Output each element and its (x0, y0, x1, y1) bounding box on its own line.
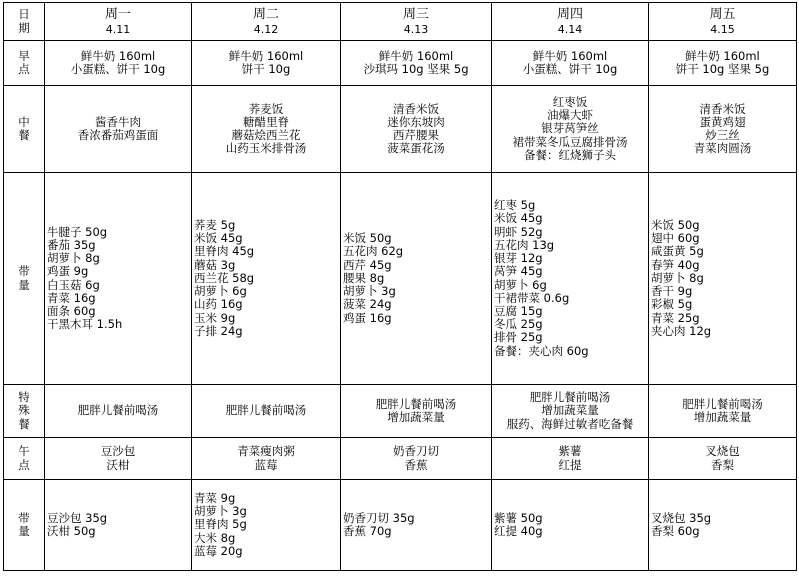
row-label-amount: 带 量 (4, 173, 45, 385)
day-header-wed: 周三 4.13 (341, 3, 492, 41)
menu-line: 红枣饭 (552, 94, 588, 109)
menu-line: 银芽 12g (494, 251, 543, 266)
menu-line: 增加蔬菜量 (693, 410, 752, 424)
menu-line: 青菜 9g (194, 490, 236, 505)
menu-line: 青菜瘦肉粥 (237, 444, 295, 459)
menu-line: 蓝莓 20g (194, 543, 243, 558)
menu-line: 青菜肉圆汤 (693, 141, 752, 156)
row-date (4, 3, 797, 41)
snack-cell (649, 438, 797, 480)
row-label-lunch: 中 餐 (4, 86, 45, 173)
menu-line: 肥胖儿餐前喝汤 (77, 403, 159, 418)
menu-line: 备餐：红烧狮子头 (524, 147, 616, 162)
menu-line: 蓝莓 (254, 457, 278, 472)
lunch-cell (192, 86, 341, 173)
menu-line: 裙带菜冬瓜豆腐排骨汤 (512, 134, 628, 149)
menu-line: 叉烧包 (705, 444, 740, 459)
menu-line: 饼干 10g 坚果 5g (675, 62, 770, 76)
menu-line: 青菜 16g (47, 290, 96, 305)
menu-line: 干黑木耳 1.5h (47, 317, 123, 332)
menu-line: 春笋 40g (651, 257, 700, 272)
menu-line: 胡萝卜 8g (47, 251, 100, 266)
menu-line: 鸡蛋 16g (343, 310, 392, 325)
menu-line: 紫薯 (558, 444, 582, 459)
menu-line: 鲜牛奶 160ml (378, 48, 454, 63)
menu-line: 迷你东坡肉 (387, 114, 445, 129)
row-label-snack: 午 点 (4, 438, 45, 480)
amount-cell (492, 173, 649, 385)
special-cell (192, 385, 341, 438)
menu-line: 油爆大虾 (547, 108, 593, 123)
menu-line: 里脊肉 5g (194, 517, 247, 532)
menu-line: 豆沙包 35g (47, 510, 108, 525)
menu-line: 山药 16g (194, 297, 243, 312)
row-special (4, 385, 797, 438)
menu-line: 鲜牛奶 160ml (80, 48, 156, 63)
menu-line: 五花肉 13g (494, 237, 555, 252)
menu-line: 明虾 52g (494, 224, 543, 239)
snack-amount-cell (45, 480, 192, 571)
menu-line: 子排 24g (194, 323, 243, 338)
menu-line: 银芽莴笋丝 (541, 121, 599, 136)
snack-cell (341, 438, 492, 480)
menu-line: 豆沙包 (100, 444, 136, 459)
snack-amount-cell (492, 480, 649, 571)
menu-line: 叉烧包 35g (651, 510, 712, 525)
menu-line: 番茄 35g (47, 237, 96, 252)
menu-line: 清香米饭 (699, 101, 746, 116)
menu-line: 米饭 45g (494, 211, 543, 226)
menu-line: 红提 40g (494, 524, 543, 538)
menu-line: 翅中 60g (651, 231, 700, 246)
menu-line: 菠菜 24g (343, 297, 392, 312)
menu-line: 冬瓜 25g (494, 317, 543, 332)
menu-line: 增加蔬菜量 (387, 410, 445, 424)
row-breakfast (4, 41, 797, 86)
menu-line: 清香米饭 (393, 101, 439, 116)
menu-line: 酱香牛肉 (95, 114, 141, 129)
menu-line: 服药、海鲜过敏者吃备餐 (506, 416, 634, 431)
snack-cell (492, 438, 649, 480)
special-cell (341, 385, 492, 438)
menu-line: 香梨 60g (651, 524, 700, 538)
row-lunch (4, 86, 797, 173)
menu-line: 蘑菇烩西兰花 (231, 128, 301, 142)
menu-line: 鲜牛奶 160ml (532, 48, 608, 63)
menu-line: 香干 9g (651, 284, 693, 299)
menu-line: 彩椒 5g (651, 297, 693, 312)
breakfast-cell (649, 41, 797, 86)
amount-cell (341, 173, 492, 385)
menu-line: 沙琪玛 10g 坚果 5g (363, 62, 469, 76)
menu-line: 蛋黄鸡翅 (699, 114, 746, 129)
menu-line: 五花肉 62g (343, 244, 404, 259)
menu-line: 西兰花 58g (194, 270, 255, 285)
snack-amount-cell (649, 480, 797, 571)
menu-line: 排骨 25g (494, 330, 543, 345)
menu-line: 香蕉 (404, 457, 428, 472)
menu-line: 豆腐 15g (494, 303, 543, 318)
menu-line: 夹心肉 12g (651, 323, 712, 338)
menu-line: 西芹 45g (343, 257, 392, 272)
menu-line: 备餐：夹心肉 60g (494, 343, 589, 358)
day-header-mon: 周一 4.11 (45, 3, 192, 41)
breakfast-cell (492, 41, 649, 86)
row-snack (4, 438, 797, 480)
menu-line: 胡萝卜 6g (194, 284, 247, 299)
menu-line: 干裙带菜 0.6g (494, 290, 570, 305)
menu-line: 炒三丝 (705, 128, 740, 142)
menu-line: 荞麦饭 (248, 101, 284, 116)
special-cell (45, 385, 192, 438)
special-cell (492, 385, 649, 438)
menu-line: 沃柑 50g (47, 524, 96, 538)
menu-line: 增加蔬菜量 (541, 403, 599, 418)
menu-line: 米饭 45g (194, 231, 243, 246)
menu-line: 小蛋糕、饼干 10g (70, 62, 166, 76)
menu-line: 小蛋糕、饼干 10g (522, 62, 618, 76)
menu-line: 奶香刀切 35g (343, 510, 415, 525)
menu-line: 香浓番茄鸡蛋面 (77, 128, 159, 142)
row-snack-amount (4, 480, 797, 571)
menu-line: 肥胖儿餐前喝汤 (682, 396, 763, 411)
menu-line: 白玉菇 6g (47, 277, 100, 292)
menu-line: 香蕉 70g (343, 524, 392, 538)
lunch-cell (649, 86, 797, 173)
menu-line: 莴笋 45g (494, 264, 543, 279)
menu-line: 糖醋里脊 (243, 114, 289, 129)
menu-line: 咸蛋黄 5g (651, 244, 704, 259)
day-header-tue: 周二 4.12 (192, 3, 341, 41)
menu-line: 米饭 50g (651, 218, 700, 233)
menu-line: 玉米 9g (194, 310, 236, 325)
menu-line: 肥胖儿餐前喝汤 (529, 390, 611, 405)
menu-line: 鸡蛋 9g (47, 264, 89, 279)
menu-line: 蘑菇 3g (194, 257, 236, 272)
lunch-cell (492, 86, 649, 173)
menu-line: 面条 60g (47, 303, 96, 318)
menu-line: 大米 8g (194, 530, 236, 545)
menu-line: 腰果 8g (343, 270, 385, 285)
row-label-date: 日 期 (4, 3, 45, 41)
menu-line: 鲜牛奶 160ml (228, 48, 304, 63)
snack-cell (192, 438, 341, 480)
snack-cell (45, 438, 192, 480)
amount-cell (192, 173, 341, 385)
menu-line: 胡萝卜 6g (494, 277, 547, 292)
menu-line: 奶香刀切 (393, 444, 439, 459)
menu-line: 紫薯 50g (494, 510, 543, 525)
menu-line: 饼干 10g (241, 62, 291, 76)
menu-line: 牛腱子 50g (47, 224, 108, 239)
breakfast-cell (45, 41, 192, 86)
weekly-menu-table (3, 2, 797, 571)
menu-line: 沃柑 (106, 457, 130, 472)
menu-line: 荞麦 5g (194, 218, 236, 233)
menu-line: 胡萝卜 8g (651, 270, 704, 285)
row-label-snack-amount: 带 量 (4, 480, 45, 571)
menu-line: 胡萝卜 3g (343, 284, 396, 299)
lunch-cell (45, 86, 192, 173)
special-cell (649, 385, 797, 438)
menu-line: 红提 (558, 457, 582, 472)
menu-line: 米饭 50g (343, 231, 392, 246)
menu-line: 里脊肉 45g (194, 244, 255, 259)
row-label-special: 特 殊 餐 (4, 385, 45, 438)
menu-line: 西芹腰果 (393, 128, 439, 142)
amount-cell (45, 173, 192, 385)
menu-line: 鲜牛奶 160ml (685, 48, 760, 63)
menu-line: 红枣 5g (494, 198, 536, 213)
lunch-cell (341, 86, 492, 173)
row-label-breakfast: 早 点 (4, 41, 45, 86)
menu-line: 山药玉米排骨汤 (225, 141, 307, 156)
day-header-fri: 周五 4.15 (649, 3, 797, 41)
menu-line: 肥胖儿餐前喝汤 (225, 403, 307, 418)
breakfast-cell (192, 41, 341, 86)
day-header-thu: 周四 4.14 (492, 3, 649, 41)
row-amount (4, 173, 797, 385)
menu-line: 青菜 25g (651, 310, 700, 325)
menu-line: 胡萝卜 3g (194, 504, 247, 519)
amount-cell (649, 173, 797, 385)
menu-line: 香梨 (711, 457, 734, 472)
menu-line: 肥胖儿餐前喝汤 (375, 396, 457, 411)
snack-amount-cell (192, 480, 341, 571)
menu-line: 菠菜蛋花汤 (387, 141, 445, 156)
breakfast-cell (341, 41, 492, 86)
snack-amount-cell (341, 480, 492, 571)
